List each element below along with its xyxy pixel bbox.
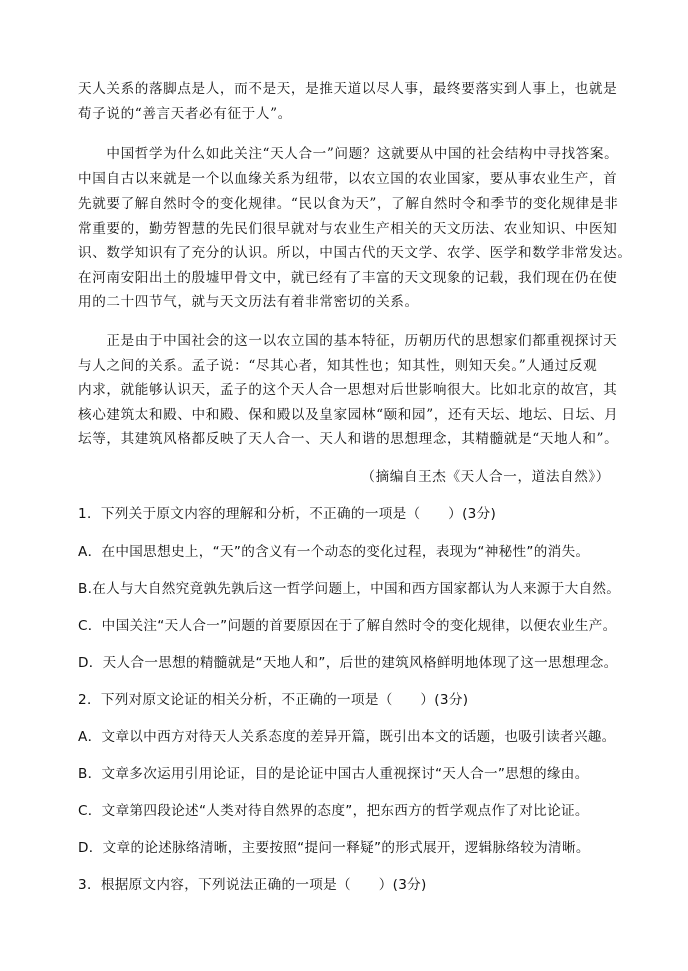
passage-line: 常重要的，勤劳智慧的先民们很早就对与农业生产相关的天文历法、农业知识、中医知	[78, 221, 618, 237]
passage-line: 中国哲学为什么如此关注“天人合一”问题？这就要从中国的社会结构中寻找答案。	[78, 146, 619, 162]
passage-line: 在河南安阳出土的殷墟甲骨文中，就已经有了丰富的天文现象的记载，我们现在仍在使	[78, 270, 618, 286]
passage-line: 内求，就能够认识天，孟子的这个天人合一思想对后世影响很大。比如北京的故宫，其	[78, 382, 618, 398]
question-1-option-a[interactable]: A．在中国思想史上，“天”的含义有一个动态的变化过程，表现为“神秘性”的消失。	[78, 544, 590, 560]
passage-line: 天人关系的落脚点是人，而不是天，是推天道以尽人事，最终要落实到人事上，也就是	[78, 81, 618, 97]
passage-source: （摘编自王杰《天人合一，道法自然》）	[361, 469, 610, 485]
question-2-option-b[interactable]: B．文章多次运用引用论证，目的是论证中国古人重视探讨“天人合一”思想的缘由。	[78, 766, 589, 782]
passage-line: 用的二十四节气，就与天文历法有着非常密切的关系。	[78, 294, 419, 310]
passage-line: 识、数学知识有了充分的认识。所以，中国古代的天文学、农学、医学和数学非常发达。	[78, 245, 632, 261]
question-2-option-c[interactable]: C．文章第四段论述“人类对待自然界的态度”，把东西方的哲学观点作了对比论证。	[78, 803, 589, 819]
question-2-option-d[interactable]: D．文章的论述脉络清晰，主要按照“提问一释疑”的形式展开，逻辑脉络较为清晰。	[78, 840, 590, 856]
question-2-stem: 2．下列对原文论证的相关分析，不正确的一项是（ ）(3分)	[78, 692, 469, 708]
question-1-option-b[interactable]: B.在人与大自然究竟孰先孰后这一哲学问题上，中国和西方国家都认为人来源于大自然。	[78, 581, 621, 597]
passage-line: 中国自古以来就是一个以血缘关系为纽带，以农立国的农业国家，要从事农业生产，首	[78, 171, 618, 187]
question-2-option-a[interactable]: A．文章以中西方对待天人关系态度的差异开篇，既引出本文的话题，也吸引读者兴趣。	[78, 729, 616, 745]
question-3-stem: 3．根据原文内容，下列说法正确的一项是（ ）(3分)	[78, 877, 427, 893]
question-1-option-d[interactable]: D．天人合一思想的精髓就是“天地人和”，后世的建筑风格鲜明地体现了这一思想理念。	[78, 655, 618, 671]
passage-line: 荀子说的“善言天者必有征于人”。	[78, 106, 292, 122]
passage-line: 核心建筑太和殿、中和殿、保和殿以及皇家园林“颐和园”，还有天坛、地坛、日坛、月	[78, 407, 619, 423]
passage-line: 与人之间的关系。孟子说：“尽其心者，知其性也；知其性，则知天矣。”人通过反观	[78, 358, 598, 374]
passage-line: 先就要了解自然时令的变化规律。“民以食为天”，了解自然时令和季节的变化规律是非	[78, 196, 619, 212]
question-1-option-c[interactable]: C．中国关注“天人合一”问题的首要原因在于了解自然时令的变化规律，以便农业生产。	[78, 618, 617, 634]
passage-line: 坛等，其建筑风格都反映了天人合一、天人和谐的思想理念，其精髓就是“天地人和”。	[78, 431, 619, 447]
question-1-stem: 1．下列关于原文内容的理解和分析，不正确的一项是（ ）(3分)	[78, 506, 497, 522]
passage-line: 正是由于中国社会的这一以农立国的基本特征，历朝历代的思想家们都重视探讨天	[78, 333, 618, 349]
